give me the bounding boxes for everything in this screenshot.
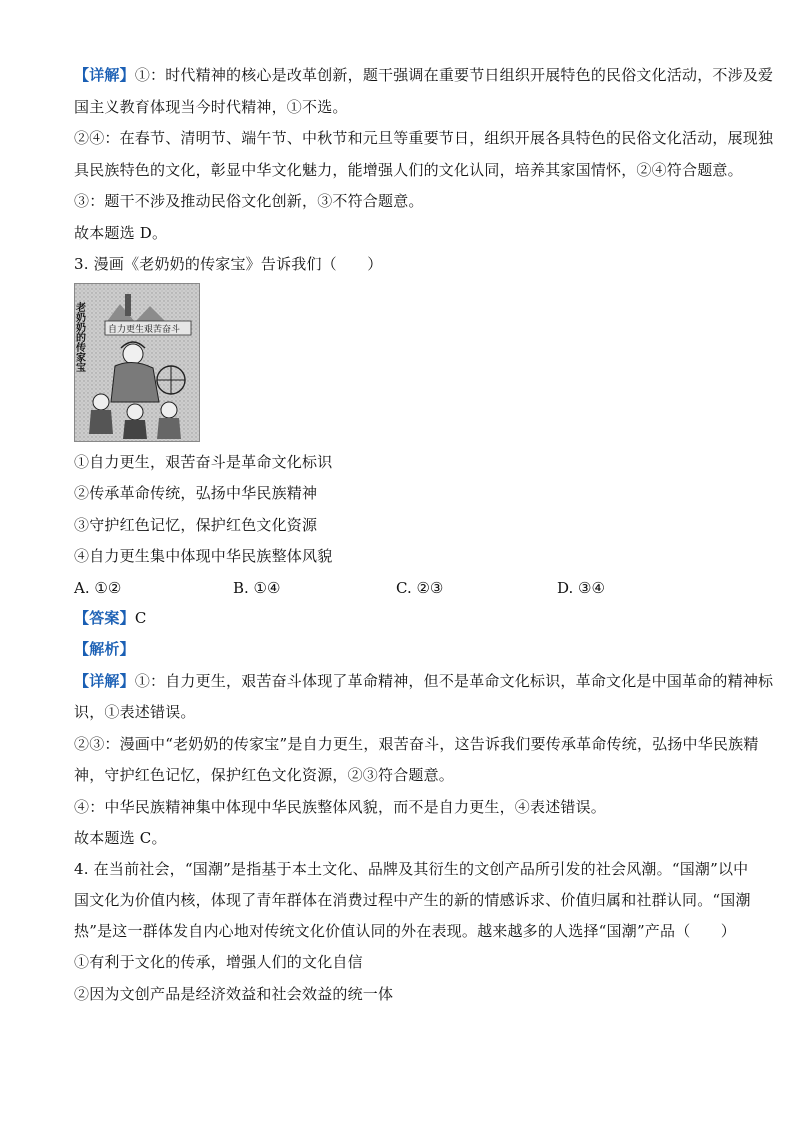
q2-detail-line-5: ③：题干不涉及推动民俗文化创新，③不符合题意。 xyxy=(74,192,424,210)
q3-option-b[interactable]: B. ①④ xyxy=(233,579,281,597)
q3-detail-line-2: 识，①表述错误。 xyxy=(74,703,196,721)
q3-stem: 3. 漫画《老奶奶的传家宝》告诉我们（ ） xyxy=(74,255,383,273)
q3-option-a[interactable]: A. ①② xyxy=(74,579,122,597)
q3-item-4: ④自力更生集中体现中华民族整体风貌 xyxy=(74,547,333,565)
q3-analysis-heading xyxy=(74,639,135,659)
q3-conclusion: 故本题选 C。 xyxy=(74,829,167,847)
q3-item-3: ③守护红色记忆，保护红色文化资源 xyxy=(74,516,318,534)
q4-stem-line-2: 国文化为价值内核，体现了青年群体在消费过程中产生的新的情感诉求、价值归属和社群认同。“国潮 xyxy=(74,891,751,909)
q2-detail-line-3: ②④：在春节、清明节、端午节、中秋节和元旦等重要节日，组织开展各具特色的民俗文化活动，展现独 xyxy=(74,129,774,147)
q2-detail-line-1 xyxy=(74,65,773,85)
answer-value: C xyxy=(134,609,147,627)
answer-tag: 【答案】 xyxy=(74,609,135,627)
q3-detail-line-5: ④：中华民族精神集中体现中华民族整体风貌，而不是自力更生，④表述错误。 xyxy=(74,798,607,816)
q3-detail-line-3: ②③：漫画中“老奶奶的传家宝”是自力更生，艰苦奋斗，这告诉我们要传承革命传统，弘扬中华民族精 xyxy=(74,735,759,753)
analysis-tag: 【解析】 xyxy=(74,640,135,658)
cartoon-image xyxy=(74,283,200,442)
q2-detail-line-4: 具民族特色的文化，彰显中华文化魅力，能增强人们的文化认同，培养其家国情怀，②④符合题意。 xyxy=(74,161,743,179)
q4-stem-line-1: 4. 在当前社会，“国潮”是指基于本土文化、品牌及其衍生的文创产品所引发的社会风潮。“国潮”以中 xyxy=(74,860,749,878)
q4-stem-line-3: 热”是这一群体发自内心地对传统文化价值认同的外在表现。越来越多的人选择“国潮”产品（ ） xyxy=(74,922,737,940)
q2-detail-line-2: 国主义教育体现当今时代精神，①不选。 xyxy=(74,98,348,116)
q3-answer xyxy=(74,608,147,628)
q3-item-1: ①自力更生，艰苦奋斗是革命文化标识 xyxy=(74,453,333,471)
q3-detail-line-1 xyxy=(74,671,773,691)
detail-tag: 【详解】 xyxy=(74,66,135,84)
q3-item-2: ②传承革命传统，弘扬中华民族精神 xyxy=(74,484,318,502)
q3-detail-line-4: 神，守护红色记忆，保护红色文化资源，②③符合题意。 xyxy=(74,766,455,784)
cartoon-vertical-title: 老奶奶的传家宝 xyxy=(73,302,85,372)
q3-option-c[interactable]: C. ②③ xyxy=(396,579,444,597)
cartoon-banner-text: 自力更生艰苦奋斗 xyxy=(108,325,181,335)
q2-detail-text: ①：时代精神的核心是改革创新，题干强调在重要节日组织开展特色的民俗文化活动，不涉及爱 xyxy=(134,66,774,84)
q4-item-2: ②因为文创产品是经济效益和社会效益的统一体 xyxy=(74,985,394,1003)
detail-tag: 【详解】 xyxy=(74,672,135,690)
q3-option-d[interactable]: D. ③④ xyxy=(557,579,605,597)
q3-detail-text: ①：自力更生，艰苦奋斗体现了革命精神，但不是革命文化标识，革命文化是中国革命的精神标 xyxy=(134,672,774,690)
q2-conclusion: 故本题选 D。 xyxy=(74,224,168,242)
q4-item-1: ①有利于文化的传承，增强人们的文化自信 xyxy=(74,953,363,971)
cartoon-drawing xyxy=(75,284,199,441)
